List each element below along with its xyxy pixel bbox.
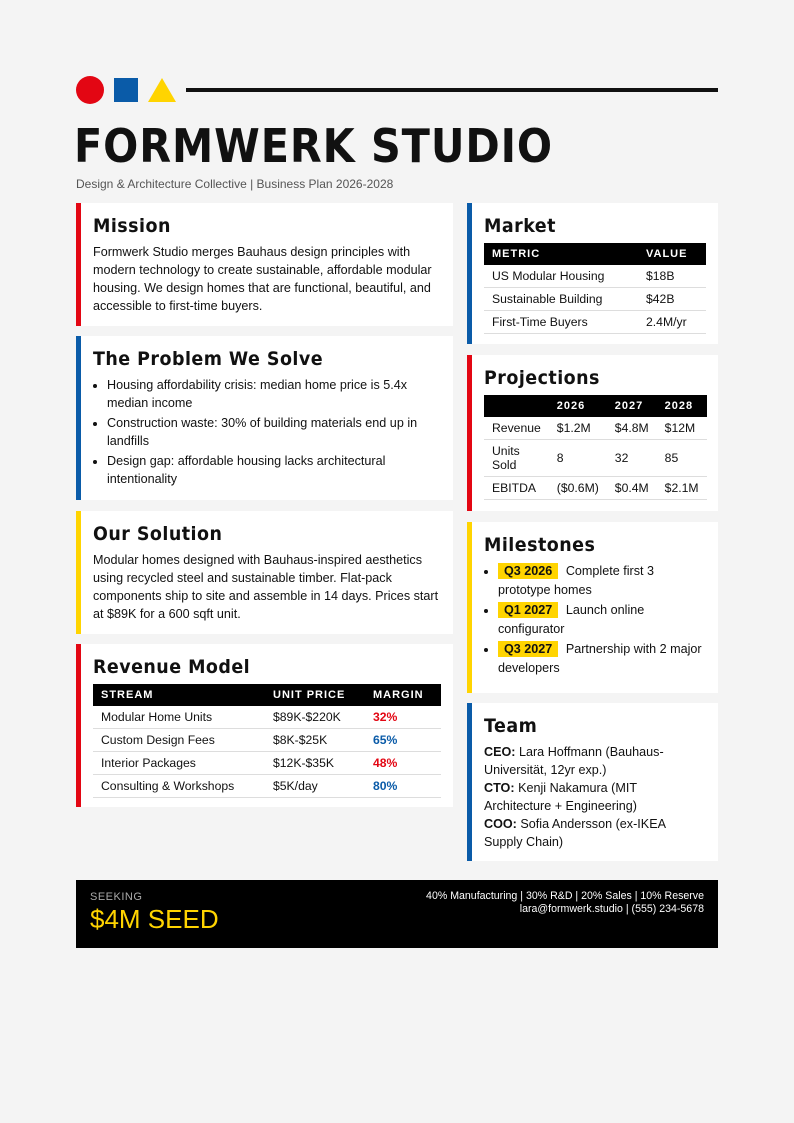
table-row — [484, 288, 706, 311]
list-item: • Housing affordability crisis: median home price is 5.4x median income — [107, 376, 441, 412]
table-row — [93, 729, 441, 752]
milestones-list — [484, 562, 706, 678]
value-cell: $18B — [638, 265, 706, 288]
margin-cell: 80% — [365, 775, 441, 798]
milestone-tag: Q1 2027 — [498, 602, 558, 618]
table-row — [93, 775, 441, 798]
member-role: CEO: — [484, 745, 516, 759]
price-cell: $5K/day — [265, 775, 365, 798]
row-label: Revenue — [484, 417, 549, 440]
team-member — [484, 815, 706, 851]
list-item — [498, 640, 706, 678]
milestones-heading: Milestones — [484, 534, 596, 556]
allocation-text: 40% Manufacturing | 30% R&D | 20% Sales | 10% Reserve — [426, 890, 704, 902]
stream-cell: Custom Design Fees — [93, 729, 265, 752]
table-row — [93, 752, 441, 775]
column-header: STREAM — [93, 684, 265, 706]
page-subtitle: Design & Architecture Collective | Business Plan 2026-2028 — [76, 177, 394, 191]
projections-card — [467, 355, 718, 511]
value-cell: 2.4M/yr — [638, 311, 706, 334]
member-role: CTO: — [484, 781, 515, 795]
value-cell: 8 — [549, 440, 607, 477]
value-cell: 32 — [607, 440, 657, 477]
member-desc: Kenji Nakamura (MIT Architecture + Engineering) — [484, 781, 637, 813]
seeking-label: SEEKING — [90, 891, 143, 903]
footer-details — [426, 890, 704, 916]
column-header: UNIT PRICE — [265, 684, 365, 706]
table-row — [484, 417, 707, 440]
solution-text: Modular homes designed with Bauhaus-inspired aesthetics using recycled steel and sustainable timber. Flat-pack components ship to site and assemble in 14 days. Prices start at $89K for a 600 sqft unit. — [93, 553, 439, 621]
team-heading: Team — [484, 715, 538, 737]
table-row — [484, 477, 707, 500]
header-shapes — [76, 76, 718, 104]
stream-cell: Modular Home Units — [93, 706, 265, 729]
price-cell: $8K-$25K — [265, 729, 365, 752]
revenue-card — [76, 644, 453, 807]
member-desc: Sofia Andersson (ex-IKEA Supply Chain) — [484, 817, 666, 849]
projections-table — [484, 395, 707, 500]
market-card — [467, 203, 718, 344]
seeking-amount: $4M SEED — [90, 904, 219, 934]
mission-heading: Mission — [93, 215, 171, 237]
value-cell: $0.4M — [607, 477, 657, 500]
revenue-heading: Revenue Model — [93, 656, 251, 678]
column-header: 2027 — [607, 395, 657, 417]
contact-text: lara@formwerk.studio | (555) 234-5678 — [519, 903, 704, 915]
margin-cell: 32% — [365, 706, 441, 729]
table-row — [93, 706, 441, 729]
list-item — [498, 601, 706, 639]
list-item — [498, 562, 706, 600]
column-header: VALUE — [638, 243, 706, 265]
milestone-tag: Q3 2026 — [498, 563, 558, 579]
column-header: 2028 — [657, 395, 707, 417]
table-row — [484, 311, 706, 334]
value-cell: $42B — [638, 288, 706, 311]
projections-heading: Projections — [484, 367, 600, 389]
metric-cell: US Modular Housing — [484, 265, 638, 288]
funding-banner — [76, 880, 718, 948]
problem-card — [76, 336, 453, 500]
value-cell: $12M — [657, 417, 707, 440]
mission-text: Formwerk Studio merges Bauhaus design principles with modern technology to create sustainable, affordable modular housing. We design homes that are functional, beautiful, and accessible to first-time buyers. — [93, 245, 432, 313]
team-member — [484, 743, 706, 779]
milestones-card — [467, 522, 718, 693]
problem-list — [93, 376, 441, 488]
table-row — [484, 265, 706, 288]
price-cell: $12K-$35K — [265, 752, 365, 775]
revenue-table — [93, 684, 441, 798]
solution-heading: Our Solution — [93, 523, 223, 545]
red-circle-icon — [76, 76, 104, 104]
margin-cell: 65% — [365, 729, 441, 752]
milestone-tag: Q3 2027 — [498, 641, 558, 657]
team-card — [467, 703, 718, 861]
list-item: • Construction waste: 30% of building materials end up in landfills — [107, 414, 441, 450]
solution-card — [76, 511, 453, 634]
problem-heading: The Problem We Solve — [93, 348, 324, 370]
metric-cell: Sustainable Building — [484, 288, 638, 311]
header-rule — [186, 88, 718, 92]
margin-cell: 48% — [365, 752, 441, 775]
blue-square-icon — [114, 78, 138, 102]
column-header — [484, 395, 549, 417]
column-header: METRIC — [484, 243, 638, 265]
stream-cell: Consulting & Workshops — [93, 775, 265, 798]
value-cell: $2.1M — [657, 477, 707, 500]
team-member — [484, 779, 706, 815]
milestone-text: Launch online configurator — [498, 603, 645, 636]
table-row — [484, 440, 707, 477]
value-cell: ($0.6M) — [549, 477, 607, 500]
member-desc: Lara Hoffmann (Bauhaus-Universität, 12yr exp.) — [484, 745, 664, 777]
market-heading: Market — [484, 215, 556, 237]
market-table — [484, 243, 706, 334]
price-cell: $89K-$220K — [265, 706, 365, 729]
stream-cell: Interior Packages — [93, 752, 265, 775]
value-cell: 85 — [657, 440, 707, 477]
column-header: 2026 — [549, 395, 607, 417]
milestone-text: Partnership with 2 major developers — [498, 642, 702, 675]
column-header: MARGIN — [365, 684, 441, 706]
row-label: Units Sold — [484, 440, 549, 477]
value-cell: $4.8M — [607, 417, 657, 440]
page-title: FORMWERK STUDIO — [74, 119, 554, 173]
metric-cell: First-Time Buyers — [484, 311, 638, 334]
list-item: • Design gap: affordable housing lacks architectural intentionality — [107, 452, 441, 488]
milestone-text: Complete first 3 prototype homes — [498, 564, 655, 597]
yellow-triangle-icon — [148, 78, 176, 102]
value-cell: $1.2M — [549, 417, 607, 440]
row-label: EBITDA — [484, 477, 549, 500]
member-role: COO: — [484, 817, 517, 831]
mission-card — [76, 203, 453, 326]
